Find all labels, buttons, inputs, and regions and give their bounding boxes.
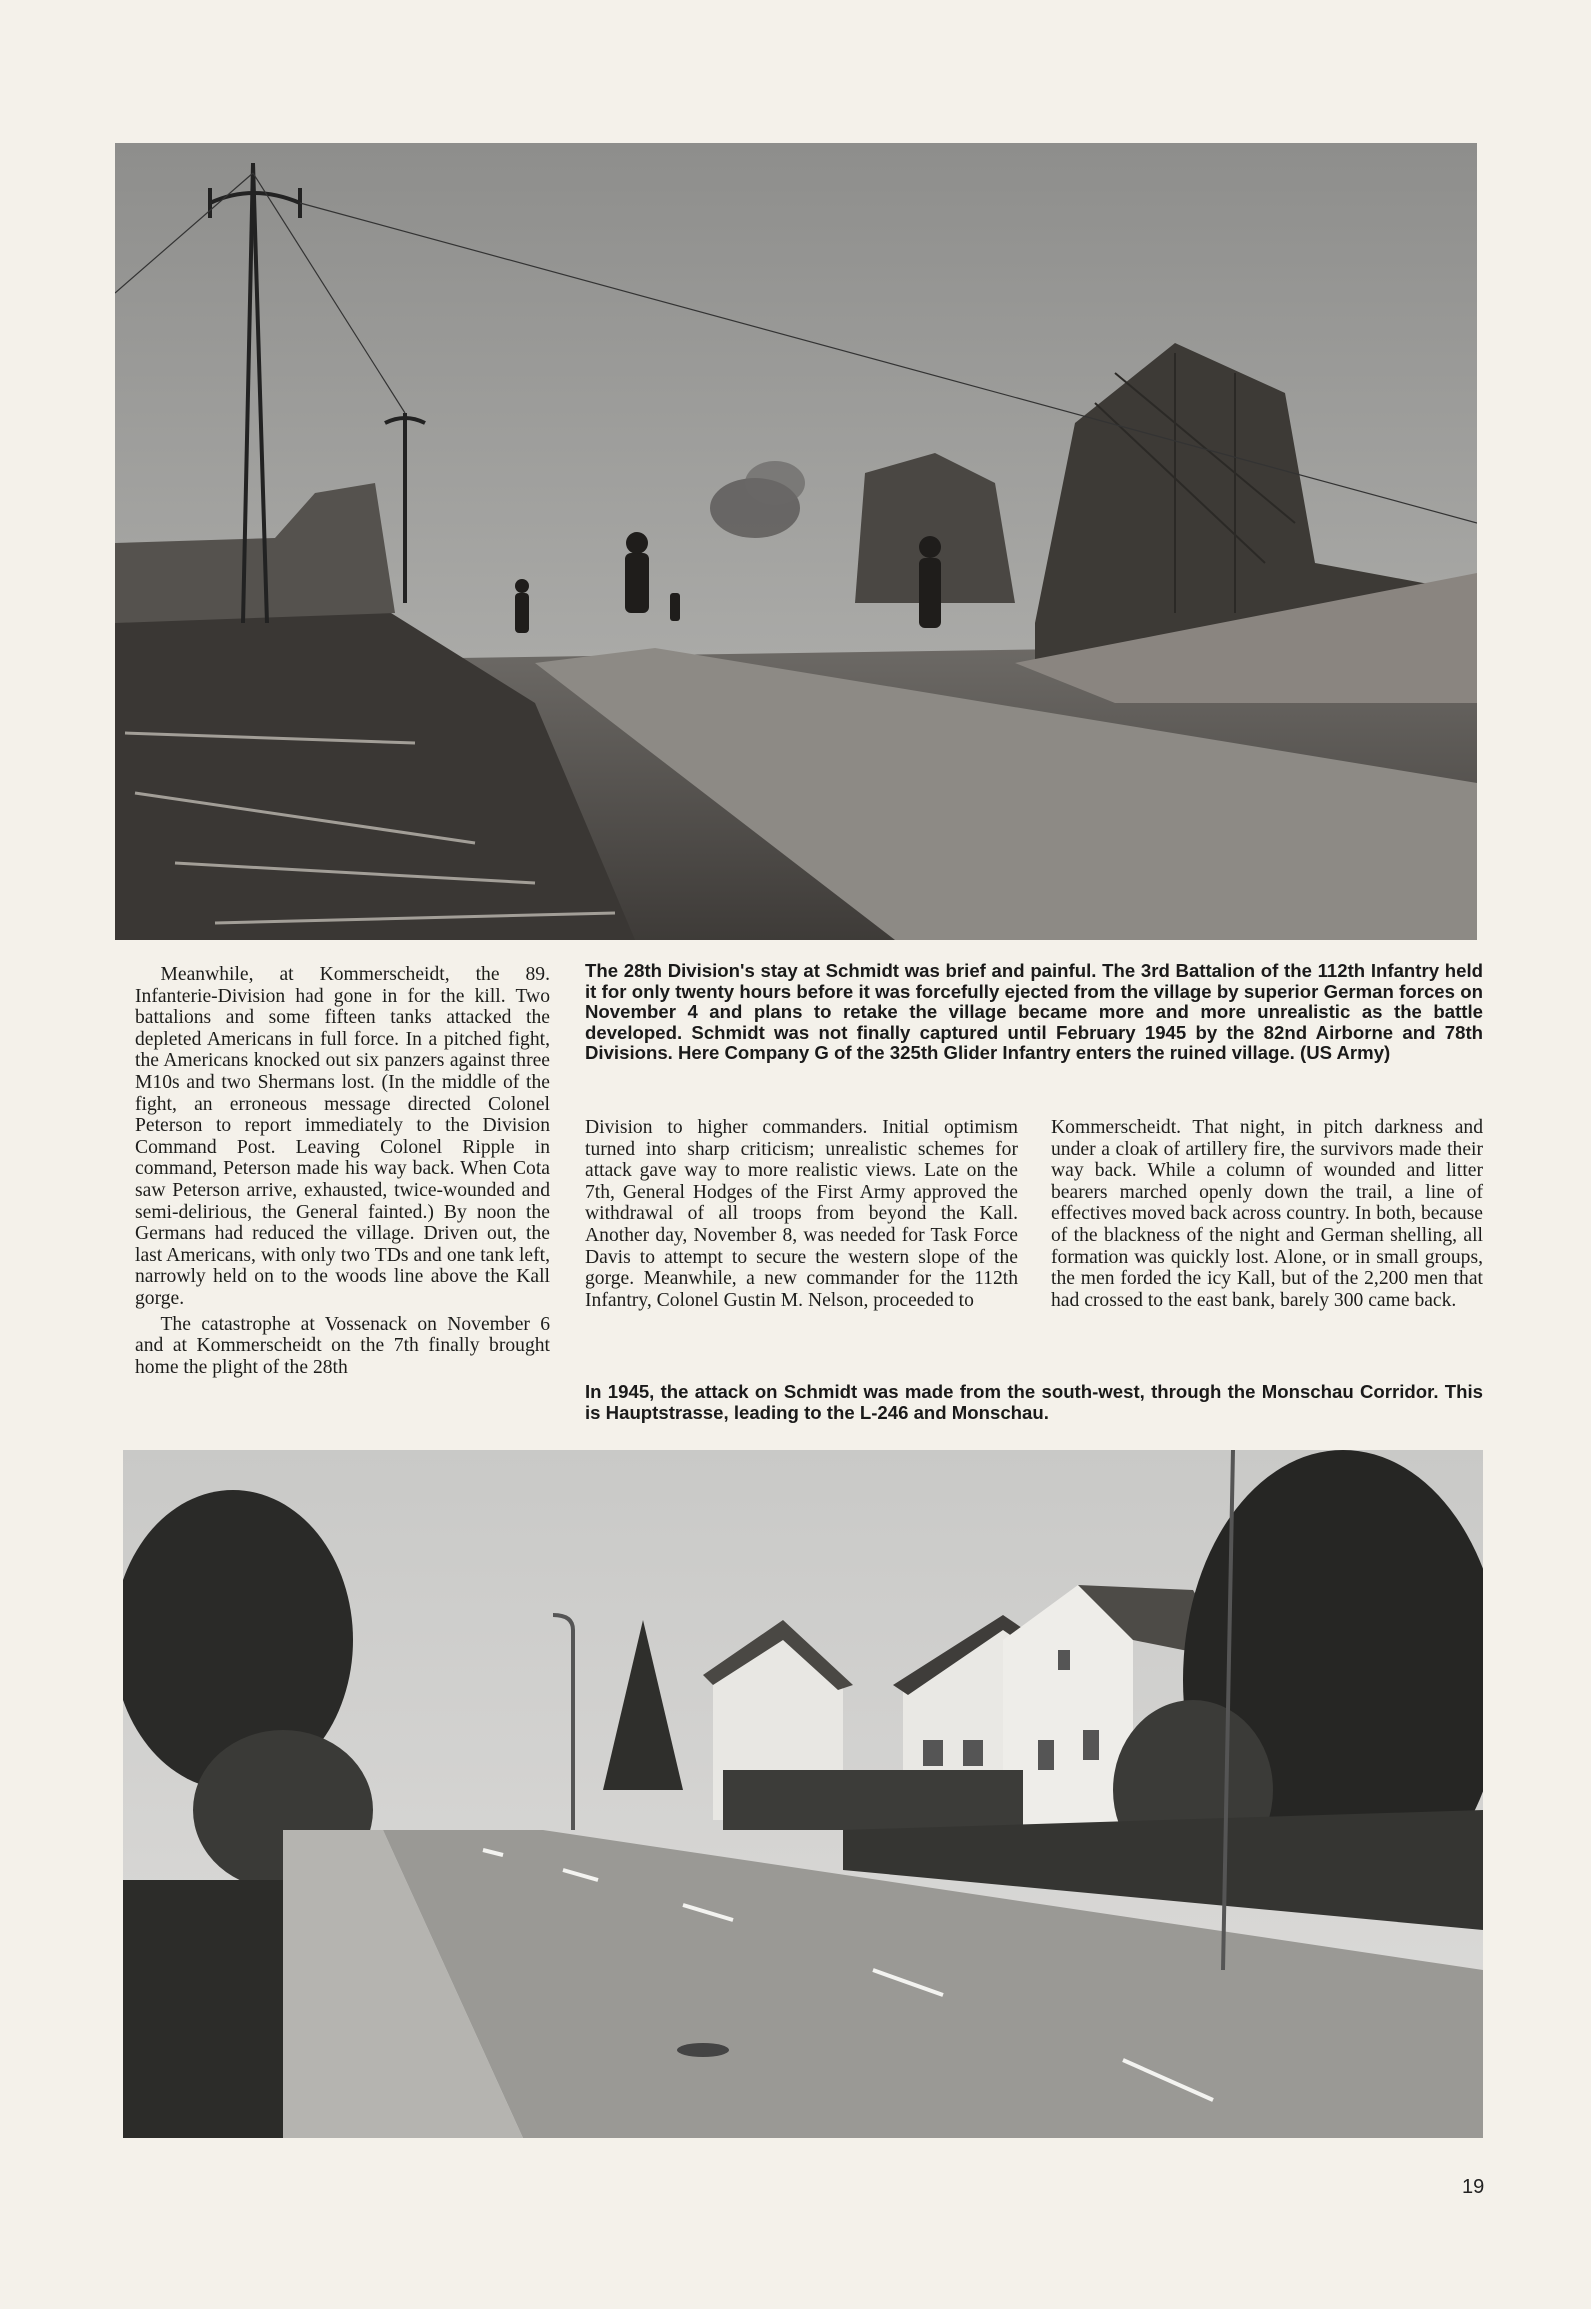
- body-text-middle-column: [585, 1117, 1018, 1311]
- war-ruins-photo-icon: [115, 143, 1477, 940]
- body-paragraph: Kommerscheidt. That night, in pitch darkness and under a cloak of artillery fire, the survivors made their way back. While a column of wounded and litter bearers marched openly down the trail, a line of effectives moved back across country. In both, because of the blackness of the night and German shelling, all formation was quickly lost. Alone, or in small groups, the men forded the icy Kall, but of the 2,200 men that had crossed to the east bank, barely 300 came back.: [1051, 1117, 1483, 1311]
- body-paragraph: Division to higher commanders. Initial optimism turned into sharp criticism; unrealistic schemes for attack gave way to more realistic views. Late on the 7th, General Hodges of the First Army approved the withdrawal of all troops from beyond the Kall. Another day, November 8, was needed for Task Force Davis to attempt to secure the western slope of the gorge. Meanwhile, a new commander for the 112th Infantry, Colonel Gustin M. Nelson, proceeded to: [585, 1117, 1018, 1311]
- page-number: 19: [1462, 2176, 1485, 2198]
- body-paragraph: The catastrophe at Vossenack on November 6 and at Kommerscheidt on the 7th finally brought home the plight of the 28th: [135, 1313, 550, 1378]
- street-photo-icon: [123, 1450, 1483, 2138]
- war-ruins-photo: [115, 143, 1477, 940]
- street-photo: [123, 1450, 1483, 2138]
- body-text-right-column: [1051, 1117, 1483, 1311]
- body-text-left-column: [135, 964, 550, 1378]
- photo-caption-top: The 28th Division's stay at Schmidt was brief and painful. The 3rd Battalion of the 112th Infantry held it for only twenty hours before it was forcefully ejected from the village by superior German forces on November 4 and plans to retake the village became more and more unrealistic as the battle developed. Schmidt was not finally captured until February 1945 by the 82nd Airborne and 78th Divisions. Here Company G of the 325th Glider Infantry enters the ruined village. (US Army): [585, 960, 1483, 1064]
- body-paragraph: Meanwhile, at Kommerscheidt, the 89. Infanterie-Division had gone in for the kill. Two battalions and some fifteen tanks attacked the depleted Americans in full force. In a pitched fight, the Americans knocked out six panzers against three M10s and two Shermans lost. (In the middle of the fight, an erroneous message directed Colonel Peterson to report immediately to the Division Command Post. Leaving Colonel Ripple in command, Peterson made his way back. When Cota saw Peterson arrive, exhausted, twice-wounded and semi-delirious, the General fainted.) By noon the Germans had reduced the village. Driven out, the last Americans, with only two TDs and one tank left, narrowly held on to the woods line above the Kall gorge.: [135, 964, 550, 1309]
- photo-caption-bottom: In 1945, the attack on Schmidt was made from the south-west, through the Monschau Corridor. This is Hauptstrasse, leading to the L-246 and Monschau.: [585, 1381, 1483, 1423]
